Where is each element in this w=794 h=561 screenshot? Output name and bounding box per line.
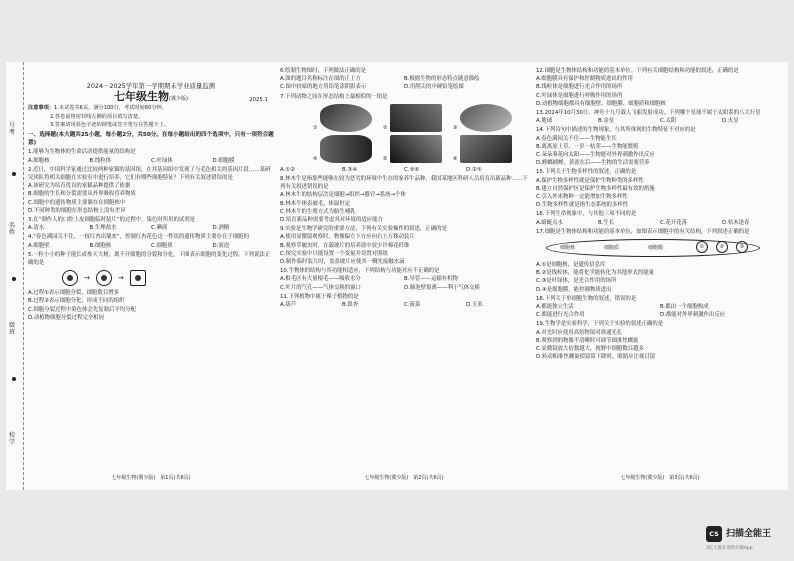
answer-option: A.根毛区有大量根毛——吸收水分 xyxy=(280,276,361,283)
question-item xyxy=(536,126,784,167)
seal-dot xyxy=(12,172,16,176)
answer-option: A.春色满园关不住——生物能生长 xyxy=(536,135,617,142)
answer-option: B.②是线粒体，能将化学能转化为其他形式的能量 xyxy=(536,270,655,277)
page-footer: 七年级生物(冀少版) 第1页(共6页) xyxy=(111,474,191,481)
question-stem: 6.绘制生物图时，下列做法正确的是 xyxy=(280,68,367,74)
answer-option: A.过程①表示细胞分裂，细胞数目增多 xyxy=(28,290,119,297)
notice-block xyxy=(28,104,274,129)
question-stem: 17.细胞是生物体结构和功能的基本单位，如图表示细胞中的有关结构，下列叙述正确的是 xyxy=(536,228,750,235)
answer-option: B.观察草履虫时，在载玻片的培养液中放少许棉花纤维 xyxy=(280,242,410,249)
answer-option: C.菠菜 xyxy=(404,302,421,309)
question-stem: 19.生物学是实验科学，下列关于实验的叙述正确的是 xyxy=(536,321,664,328)
answer-option: B.林木牛体表被毛，体温恒定 xyxy=(280,200,351,207)
answer-option: D.都能对外界刺激作出反应 xyxy=(660,312,726,319)
question-stem: 7.下列动物之间在形态结构上最相似的一组是 xyxy=(280,93,388,100)
notice-item: 3.答案请用蓝色字迹的钢笔或签字笔写在答题卡上。 xyxy=(50,121,170,128)
answer-option: D.酒精 xyxy=(212,225,230,232)
answer-option: B.银杏 xyxy=(342,302,359,309)
question-item xyxy=(280,293,528,309)
question-item xyxy=(536,67,784,108)
diagram-label: 细胞膜 xyxy=(648,245,664,252)
scanner-logo-icon: CS xyxy=(706,526,722,542)
question-item xyxy=(28,166,274,215)
answer-option: A.细胞核 xyxy=(28,157,50,164)
photo-label: ③ xyxy=(453,124,458,131)
photo-label: ① xyxy=(313,124,318,131)
answer-option: C.显微镜放大倍数越大，视野中细胞数目越多 xyxy=(536,346,644,353)
question-item xyxy=(28,233,274,249)
answer-options xyxy=(28,157,274,165)
question-list xyxy=(536,67,784,362)
question-stem: 18.下列关于单细胞生物的叙述，错误的是 xyxy=(536,295,637,302)
question-stem: 8.林木牛是指那些能够在较为恶劣的环境中生存的家养牛品种。我国某地区科研人员培育出新品种……下列有关叙述错误的是 xyxy=(280,176,528,191)
answer-option: C.⑤⑥ xyxy=(404,166,420,173)
scanner-app-tagline: 3亿人都在用的扫描App xyxy=(706,546,753,551)
answer-option: C.林木牛的生殖方式为胎生哺乳 xyxy=(280,208,356,215)
question-item xyxy=(280,67,528,92)
answer-option: B.细胞核 xyxy=(89,242,112,249)
arrow-right-icon: → xyxy=(84,274,90,283)
question-stem: 11.下列植物中属于裸子植物的是 xyxy=(280,293,359,300)
answer-option: B.金星 xyxy=(598,118,615,125)
margin-label-name: 名姓 xyxy=(9,222,16,236)
answer-option: B.线粒体是细胞进行光合作用的场所 xyxy=(536,84,623,91)
answer-option: A.细胞膜具有保护和控制物质进出的作用 xyxy=(536,76,633,83)
answer-option: D.④是细胞膜，能控制物质进出 xyxy=(536,286,612,293)
animal-photos-figure xyxy=(313,104,528,163)
margin-label-exam-no: 号考 xyxy=(9,122,16,136)
answer-option: C.细胞分裂过程中染色体会先复制后平均分配 xyxy=(28,306,136,313)
question-stem: 2.近日，中国科学家通过比较两种家猫的基因组，在其基因组中发现了与毛色相关的基因片段……某研究团队将相关细胞在实验室中进行培养，它们有哪些细胞特征？下列有关叙述错误的是 xyxy=(28,166,271,182)
question-list xyxy=(28,148,274,322)
cell-division-figure xyxy=(62,270,274,286)
exam-sheet xyxy=(6,62,788,490)
answer-options xyxy=(536,329,784,362)
answer-option: D.液泡 xyxy=(212,242,230,249)
answer-option: A.蜻蜓点水 xyxy=(536,219,563,226)
question-list xyxy=(280,67,528,309)
answer-option: A.①是细胞核，是遗传信息库 xyxy=(536,262,606,269)
answer-option: A.该研究为培育优良的家猫品种提供了依据 xyxy=(28,183,131,190)
photo-label: ⑤ xyxy=(383,155,388,162)
answer-option: D.枯木逢春 xyxy=(722,219,750,226)
answer-option: B.过程②表示细胞分化，形成不同的组织 xyxy=(28,298,125,305)
question-item xyxy=(536,168,784,209)
answer-option: C.碘液 xyxy=(151,225,168,232)
answer-option: C.细胞中的遗传物质主要储存在细胞核中 xyxy=(28,199,126,206)
seal-margin xyxy=(6,62,24,490)
seal-dot xyxy=(12,277,16,281)
animal-photo xyxy=(383,104,442,132)
answer-option: C.③是叶绿体，是光合作用的场所 xyxy=(536,278,617,285)
answer-option: C.朵朵葵花向太阳——生物能对外界刺激作出反应 xyxy=(536,152,655,159)
answer-option: A.保护生物多样性就是保护生物种类的多样性 xyxy=(536,177,644,184)
answer-options xyxy=(536,135,784,168)
answer-option: C.叶绿体是细胞进行呼吸作用的场所 xyxy=(536,92,623,99)
question-item xyxy=(280,175,528,224)
answer-option: C.太阳 xyxy=(660,118,677,125)
photo-label: ④ xyxy=(313,155,318,162)
notice-label: 注意事项： xyxy=(28,105,54,112)
question-stem: 14.下列诗句中描述的生物现象，与其所体现的生物特征不对应的是 xyxy=(536,127,696,134)
question-stem: 4.“春色满园关不住，一枝红杏出墙来”，控制红杏花色这一性状的遗传物质主要存在于细胞的 xyxy=(28,234,249,241)
answer-option: D.用削尖的中硬铅笔绘图 xyxy=(404,84,464,91)
answer-options xyxy=(28,242,274,250)
arrow-right-icon: → xyxy=(117,274,124,283)
answer-option: D.培育新品种需要考虑其对环境的适应能力 xyxy=(280,217,383,224)
answer-options xyxy=(280,75,528,91)
question-item xyxy=(280,93,528,174)
answer-options xyxy=(280,233,528,266)
answer-option: C.引入外来物种一定能增加生物多样性 xyxy=(536,194,628,201)
answer-option: B.细胞的生长和分裂需要从外界吸收营养物质 xyxy=(28,191,136,198)
answer-option: B.生长 xyxy=(598,219,615,226)
answer-options xyxy=(280,191,528,224)
question-stem: 15.下列关于生物多样性的叙述，正确的是 xyxy=(536,169,637,176)
answer-option: B.导管——运输有机物 xyxy=(404,276,458,283)
answer-option: A.清水 xyxy=(28,225,45,232)
answer-options xyxy=(536,117,784,125)
answer-option: D.火星 xyxy=(722,118,739,125)
page-column-2 xyxy=(280,66,528,484)
diagram-marker: ③ xyxy=(736,241,748,253)
answer-option: C.叶绿体 xyxy=(151,157,173,164)
page-footer: 七年级生物(冀少版) 第3页(共6页) xyxy=(620,474,700,481)
answer-option: D.肺泡壁很薄——利于气体交换 xyxy=(404,284,480,291)
answer-options xyxy=(536,219,784,227)
answer-option: A.①② xyxy=(280,166,295,173)
margin-label-school: 校学 xyxy=(9,432,16,446)
answer-option: C.叶片的气孔——气体交换的窗口 xyxy=(280,284,361,291)
answer-option: B.都由一个细胞构成 xyxy=(660,304,709,311)
answer-option: C.细胞质 xyxy=(151,242,173,249)
answer-options xyxy=(28,182,274,215)
answer-options xyxy=(280,301,528,309)
question-stem: 9.实验是生物学研究的重要方法，下列有关实验操作的叙述，正确的是 xyxy=(280,226,447,233)
page-footer: 七年级生物(冀少版) 第2页(共6页) xyxy=(364,474,444,481)
answer-option: C.图中较暗的地方用铅笔涂阴影表示 xyxy=(280,84,367,91)
answer-option: B.离离原上草，一岁一枯荣——生物能繁殖 xyxy=(536,143,639,150)
question-item xyxy=(536,109,784,125)
margin-label-class: 级班 xyxy=(9,322,16,336)
answer-options xyxy=(28,224,274,232)
answer-option: D.转动粗准焦螺旋使镜筒下降时，眼睛应注视目镜 xyxy=(536,354,656,361)
answer-option: D.制作临时装片时，盖盖玻片应使其一侧先接触水滴 xyxy=(280,259,405,266)
answer-option: D.生物多样性就是指生态系统的多样性 xyxy=(536,202,629,209)
answer-option: D.②⑤ xyxy=(466,166,482,173)
question-stem: 16.下列生命现象中，与其他三项不同的是 xyxy=(536,211,637,218)
exam-date: 2025.1 xyxy=(249,97,268,104)
answer-options xyxy=(280,166,528,174)
question-stem: 1.能够为生物体的生命活动提供能量的结构是 xyxy=(28,149,136,156)
answer-option: D.动植物细胞都具有细胞壁、细胞膜、细胞质和细胞核 xyxy=(536,100,666,107)
answer-options xyxy=(536,177,784,210)
subject-name: 七年级生物 xyxy=(114,90,170,104)
photo-label: ② xyxy=(383,124,388,131)
question-item xyxy=(28,251,274,322)
answer-option: A.都能独立生活 xyxy=(536,304,574,311)
answer-option: B.线粒体 xyxy=(89,157,112,164)
cell-drawing xyxy=(96,270,112,286)
question-item xyxy=(280,267,528,292)
diagram-label: 细胞核 xyxy=(560,245,576,252)
answer-options xyxy=(280,275,528,291)
answer-option: D.玉米 xyxy=(466,302,483,309)
answer-option: B.根据生物的形态特点随意描绘 xyxy=(404,76,480,83)
answer-option: A.林木牛的结构层次是细胞→组织→器官→系统→个体 xyxy=(280,192,406,199)
cell-structure-diagram xyxy=(546,239,784,259)
seal-dot xyxy=(12,377,16,381)
diagram-marker: ① xyxy=(696,241,708,253)
answer-option: A.细胞壁 xyxy=(28,242,50,249)
question-item xyxy=(536,210,784,226)
question-item xyxy=(536,228,784,294)
animal-photo xyxy=(383,135,442,163)
answer-option: B.建立自然保护区是保护生物多样性最有效的措施 xyxy=(536,185,655,192)
subject-edition: (冀少版) xyxy=(169,96,188,103)
page-column-3 xyxy=(536,66,784,484)
question-stem: 10.生物体的结构与其功能相适应，下列结构与功能对应不正确的是 xyxy=(280,268,440,275)
answer-option: C.探究实验中只能设置一个变量并设置对照组 xyxy=(280,250,388,257)
question-stem: 5.一粒小小的种子能长成参天大树，离不开细胞的分裂和分化。下图表示细胞的变化过程，下列说法正确的是 xyxy=(28,251,271,267)
question-item xyxy=(536,295,784,320)
answer-option: B.③④ xyxy=(342,166,358,173)
answer-options xyxy=(536,303,784,319)
exam-title: 2024－2025学年第一学期期末学业质量监测 xyxy=(86,82,216,90)
answer-option: A.图的题目名称标注在图的正上方 xyxy=(280,76,361,83)
answer-options xyxy=(536,261,784,294)
page-column-1 xyxy=(28,66,274,484)
photo-label: ⑥ xyxy=(453,155,458,162)
exam-subject xyxy=(28,90,274,104)
question-item xyxy=(536,320,784,361)
question-item xyxy=(280,225,528,266)
animal-photo xyxy=(453,135,512,163)
animal-photo xyxy=(453,104,512,132)
answer-option: B.生理盐水 xyxy=(89,225,117,232)
answer-option: D.细胞膜 xyxy=(212,157,235,164)
animal-photo xyxy=(313,135,372,163)
answer-option: A.使用显微镜观察时，物像偏左下方应向右上方移动装片 xyxy=(280,234,415,241)
question-stem: 12.细胞是生物体结构和功能的基本单位。下列有关细胞结构和功能的叙述，正确的是 xyxy=(536,68,739,74)
question-stem: 13.2024年10月30日，神舟十九号载人飞船发射成功，下列哪个星球不属于太阳系的八大行星 xyxy=(536,110,761,117)
answer-option: A.葫芦 xyxy=(280,302,297,309)
question-item xyxy=(28,148,274,164)
notice-item: 1.本试卷共6页，满分100分，考试时间60分钟。 xyxy=(53,105,167,112)
notice-item: 2.答卷前将密封线左侧的项目填写清楚。 xyxy=(50,113,144,120)
answer-option: D.不同种类的细胞在形态结构上没有差异 xyxy=(28,207,126,214)
cell-drawing xyxy=(62,270,78,286)
question-item xyxy=(28,216,274,232)
diagram-marker: ② xyxy=(716,241,728,253)
question-stem: 3.在“制作人的口腔上皮细胞临时装片”的过程中，染色时所用的试剂是 xyxy=(28,217,196,224)
answer-option: D.螳螂捕蝉，黄雀在后——生物的生活需要营养 xyxy=(536,160,650,167)
answer-option: D.动植物细胞分裂过程完全相同 xyxy=(28,314,104,321)
answer-options xyxy=(536,75,784,108)
scanner-app-name: 扫描全能王 xyxy=(726,529,772,539)
cell-drawing xyxy=(130,270,146,286)
answer-option: B.观察到的物像不清晰时可调节细准焦螺旋 xyxy=(536,337,639,344)
animal-photo xyxy=(313,104,372,132)
answer-option: C.花开花落 xyxy=(660,219,688,226)
answer-options xyxy=(28,289,274,322)
answer-option: A.对光时应使用高倍物镜对准通光孔 xyxy=(536,329,623,336)
diagram-label: 细胞质 xyxy=(604,245,620,252)
answer-option: C.都能进行光合作用 xyxy=(536,312,585,319)
section-title: 一、选择题(本大题共25小题，每小题2分，共50分。在每小题给出的四个选项中，只有一项符合题意) xyxy=(28,132,274,147)
answer-option: A.地球 xyxy=(536,118,553,125)
